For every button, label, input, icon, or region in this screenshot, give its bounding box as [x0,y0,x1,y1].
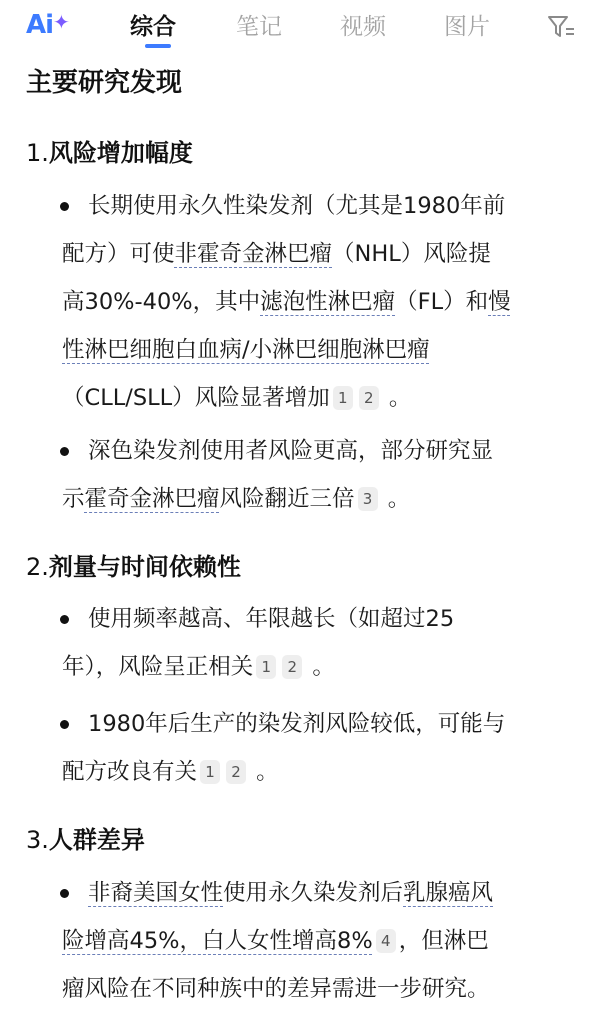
citation-badge[interactable]: 1 [200,760,220,784]
list-item: 深色染发剂使用者风险更高，部分研究显 示霍奇金淋巴瘤风险翻近三倍 3 。 [62,438,494,512]
section-heading-1: 1.风险增加幅度 [26,139,193,167]
entity-link[interactable]: 非霍奇金淋巴瘤 [174,241,333,267]
section-heading-2: 2.剂量与时间依赖性 [26,553,241,581]
bullet-dot [60,720,69,729]
citation-badge[interactable]: 1 [256,655,276,679]
tab-comprehensive[interactable]: 综合 [130,14,176,40]
section-heading-3: 3.人群差异 [26,826,145,854]
entity-link[interactable]: 非裔美国女性 [88,880,224,906]
list-item: 使用频率越高、年限越长（如超过25 年），风险呈正相关 1 2 。 [62,606,455,680]
citation-badge[interactable]: 2 [226,760,246,784]
list-item: 1980年后生产的染发剂风险较低，可能与 配方改良有关 1 2 。 [62,711,506,785]
entity-link[interactable]: 乳腺癌 [403,880,471,906]
page-title: 主要研究发现 [26,68,183,98]
filter-icon[interactable] [546,12,576,42]
bullet-dot [60,889,69,898]
active-tab-indicator [145,44,171,48]
citation-badge[interactable]: 3 [358,487,378,511]
entity-link[interactable]: 霍奇金淋巴瘤 [84,486,220,512]
citation-badge[interactable]: 2 [359,386,379,410]
citation-badge[interactable]: 4 [376,929,396,953]
list-item: 非裔美国女性使用永久染发剂后乳腺癌风 险增高45%，白人女性增高8% 4 ，但淋巴 瘤风险在不同种族中的差异需进一步研究。 [62,880,494,1002]
bullet-dot [60,202,69,211]
tab-images[interactable]: 图片 [444,14,490,40]
entity-link[interactable]: 慢 [488,289,511,315]
list-item: 长期使用永久性染发剂（尤其是1980年前 配方）可使非霍奇金淋巴瘤（NHL）风险提 高30%-40%，其中滤泡性淋巴瘤（FL）和慢 性淋巴细胞白血病/小淋巴细胞淋巴瘤 （CLL/SLL）风险显著增加 1 2 。 [62,182,582,422]
tab-notes[interactable]: 笔记 [236,14,282,40]
entity-link[interactable]: 性淋巴细胞白血病/小淋巴细胞淋巴瘤 [62,337,430,363]
top-bar [0,0,600,56]
ai-logo[interactable]: Ai✦ [26,10,69,40]
citation-badge[interactable]: 2 [282,655,302,679]
entity-link[interactable]: 滤泡性淋巴瘤 [260,289,396,315]
tab-videos[interactable]: 视频 [340,14,386,40]
citation-badge[interactable]: 1 [333,386,353,410]
entity-link[interactable]: 风 [470,880,494,906]
bullet-dot [60,447,69,456]
bullet-dot [60,615,69,624]
entity-link[interactable]: 险增高45%，白人女性增高8% [62,928,373,954]
sparkle-icon: ✦ [53,10,69,34]
